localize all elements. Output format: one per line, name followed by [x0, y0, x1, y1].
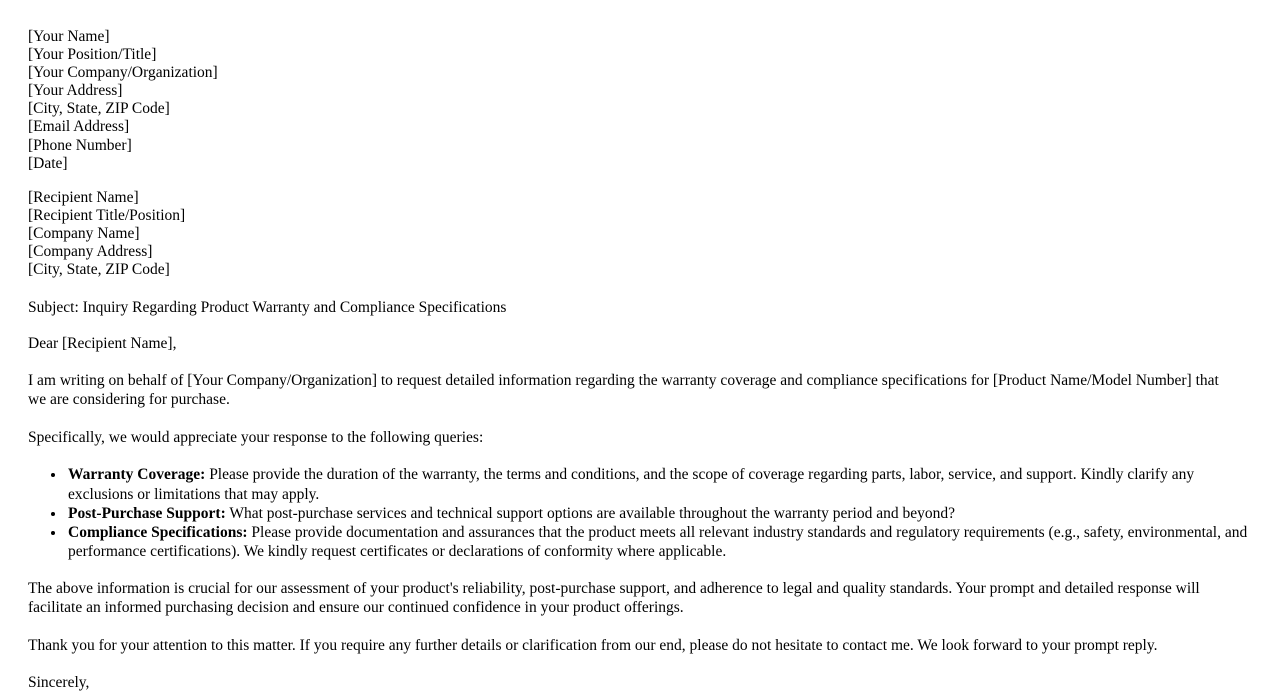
list-item	[66, 465, 1248, 504]
recipient-line: [City, State, ZIP Code]	[28, 261, 170, 279]
recipient-line: [Company Name]	[28, 224, 140, 242]
sender-line: [Email Address]	[28, 118, 130, 136]
queries-list	[28, 465, 1248, 561]
sender-line: [Date]	[28, 154, 68, 172]
salutation: Dear [Recipient Name],	[28, 334, 177, 352]
recipient-line: [Company Address]	[28, 243, 153, 261]
thanks-paragraph: Thank you for your attention to this matter. If you require any further details or clarification from our end, please do not hesitate to contact me. We look forward to your prompt reply.	[28, 636, 1158, 654]
sender-line: [City, State, ZIP Code]	[28, 100, 170, 118]
recipient-line: [Recipient Name]	[28, 188, 139, 206]
importance-paragraph: The above information is crucial for our assessment of your product's reliability, post-purchase support, and adherence to legal and quality standards. Your prompt and detailed response will facilitate an informed purchasing decision and ensure our continued confidence in your product offerings.	[28, 579, 1200, 617]
sender-address-block	[28, 28, 1248, 173]
list-item	[66, 504, 1248, 523]
list-item-text: What post-purchase services and technical support options are available throughout the warranty period and beyond?	[225, 504, 955, 522]
recipient-address-block	[28, 189, 1248, 279]
sign-off: Sincerely,	[28, 674, 90, 692]
sender-line: [Your Address]	[28, 82, 123, 100]
sender-line: [Your Name]	[28, 28, 110, 45]
list-item-term: Post-Purchase Support:	[68, 504, 226, 522]
list-item	[66, 523, 1248, 562]
sender-line: [Your Company/Organization]	[28, 64, 218, 82]
subject-line: Subject: Inquiry Regarding Product Warranty and Compliance Specifications	[28, 299, 507, 317]
recipient-line: [Recipient Title/Position]	[28, 206, 186, 224]
intro-paragraph: I am writing on behalf of [Your Company/Organization] to request detailed information regarding the warranty coverage and compliance specifications for [Product Name/Model Number] that we are considering for purchase.	[28, 371, 1219, 409]
list-item-text: Please provide documentation and assurances that the product meets all relevant industry standards and regulatory requirements (e.g., safety, environmental, and performance certifications). We kindly request certificates or declarations of conformity where applicable.	[68, 524, 1248, 561]
list-item-term: Compliance Specifications:	[68, 524, 248, 542]
queries-lead-in: Specifically, we would appreciate your response to the following queries:	[28, 428, 484, 446]
list-item-term: Warranty Coverage:	[68, 466, 206, 484]
sender-line: [Phone Number]	[28, 136, 132, 154]
sender-line: [Your Position/Title]	[28, 46, 157, 64]
list-item-text: Please provide the duration of the warranty, the terms and conditions, and the scope of coverage regarding parts, labor, service, and support. Kindly clarify any exclusions or limitations that may apply.	[68, 466, 1195, 503]
